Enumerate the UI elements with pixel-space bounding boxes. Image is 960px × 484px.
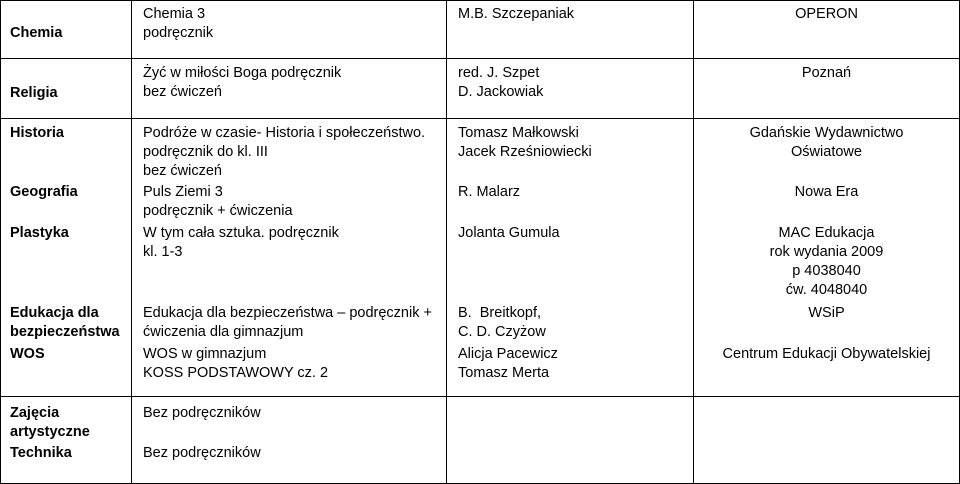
- publisher-line: Poznań: [801, 65, 852, 81]
- subject-label: Edukacja dla: [10, 305, 99, 321]
- publisher-line: ćw. 4048040: [785, 282, 868, 298]
- author-line: B. Breitkopf,: [458, 305, 542, 321]
- publisher-cell: [694, 224, 959, 300]
- subject-cell: [10, 404, 90, 442]
- publisher-line: MAC Edukacja: [778, 225, 875, 241]
- publisher-cell: [694, 64, 959, 83]
- publisher-line: WSiP: [808, 305, 845, 321]
- subject-label: Technika: [10, 445, 72, 461]
- author-line: M.B. Szczepaniak: [458, 6, 575, 22]
- author-line: Tomasz Małkowski: [458, 125, 579, 141]
- subject-label: Historia: [10, 125, 64, 141]
- table-border-left: [0, 0, 1, 484]
- author-line: C. D. Czyżow: [458, 324, 546, 340]
- publisher-cell: [694, 124, 959, 162]
- publisher-line: Centrum Edukacji Obywatelskiej: [722, 346, 931, 362]
- author-line: Jacek Rześniowiecki: [458, 144, 592, 160]
- author-line: R. Malarz: [458, 184, 521, 200]
- title-line: bez ćwiczeń: [143, 84, 222, 100]
- title-line: Bez podręczników: [143, 405, 261, 421]
- subject-cell: [10, 444, 72, 463]
- subject-label: Chemia: [10, 25, 63, 41]
- subject-cell: [10, 183, 78, 202]
- publisher-line: Nowa Era: [794, 184, 859, 200]
- title-cell: [143, 304, 432, 342]
- subject-cell: [10, 304, 120, 342]
- publisher-cell: [694, 304, 959, 323]
- row-divider: [0, 396, 960, 397]
- author-cell: [458, 345, 558, 383]
- subject-label: Zajęcia: [10, 405, 60, 421]
- column-divider: [446, 0, 447, 484]
- author-cell: [458, 183, 520, 202]
- publisher-line: OPERON: [795, 6, 858, 22]
- title-line: ćwiczenia dla gimnazjum: [143, 324, 304, 340]
- title-line: Podróże w czasie- Historia i społeczeństwo.: [143, 125, 426, 141]
- title-line: Bez podręczników: [143, 445, 261, 461]
- title-cell: [143, 444, 261, 463]
- publisher-line: p 4038040: [792, 263, 861, 279]
- author-cell: [458, 5, 574, 24]
- author-cell: [458, 124, 592, 162]
- title-line: Edukacja dla bezpieczeństwa – podręcznik +: [143, 305, 432, 321]
- subject-label: Religia: [10, 85, 58, 101]
- subject-label: Geografia: [10, 184, 78, 200]
- title-cell: [143, 5, 213, 43]
- publisher-cell: [694, 345, 959, 364]
- title-line: kl. 1-3: [143, 244, 183, 260]
- title-cell: [143, 345, 328, 383]
- subject-label: artystyczne: [10, 424, 90, 440]
- table-border-top: [0, 0, 960, 1]
- title-cell: [143, 64, 341, 102]
- row-divider: [0, 118, 960, 119]
- author-cell: [458, 304, 546, 342]
- publisher-line: Gdańskie Wydawnictwo: [749, 125, 904, 141]
- column-divider: [131, 0, 132, 484]
- title-line: podręcznik: [143, 25, 214, 41]
- author-cell: [458, 224, 560, 243]
- author-line: red. J. Szpet: [458, 65, 540, 81]
- subject-cell: [10, 224, 69, 243]
- publisher-line: rok wydania 2009: [769, 244, 884, 260]
- title-line: W tym cała sztuka. podręcznik: [143, 225, 339, 241]
- author-line: Tomasz Merta: [458, 365, 550, 381]
- title-line: KOSS PODSTAWOWY cz. 2: [143, 365, 329, 381]
- author-line: D. Jackowiak: [458, 84, 544, 100]
- author-cell: [458, 64, 543, 102]
- title-line: Żyć w miłości Boga podręcznik: [143, 65, 342, 81]
- title-line: podręcznik do kl. III: [143, 144, 268, 160]
- title-line: WOS w gimnazjum: [143, 346, 267, 362]
- subject-cell: [10, 24, 62, 43]
- title-line: Puls Ziemi 3: [143, 184, 223, 200]
- subject-cell: [10, 84, 58, 103]
- title-cell: [143, 224, 339, 262]
- title-line: podręcznik + ćwiczenia: [143, 203, 293, 219]
- title-line: bez ćwiczeń: [143, 163, 222, 179]
- row-divider: [0, 58, 960, 59]
- author-line: Jolanta Gumula: [458, 225, 560, 241]
- author-line: Alicja Pacewicz: [458, 346, 558, 362]
- title-cell: [143, 183, 293, 221]
- subject-cell: [10, 124, 64, 143]
- publisher-cell: [694, 5, 959, 24]
- title-line: Chemia 3: [143, 6, 206, 22]
- title-cell: [143, 124, 425, 181]
- publisher-line: Oświatowe: [791, 144, 862, 160]
- title-cell: [143, 404, 261, 423]
- publisher-cell: [694, 183, 959, 202]
- subject-cell: [10, 345, 45, 364]
- subject-label: Plastyka: [10, 225, 69, 241]
- subject-label: WOS: [10, 346, 45, 362]
- subject-label: bezpieczeństwa: [10, 324, 120, 340]
